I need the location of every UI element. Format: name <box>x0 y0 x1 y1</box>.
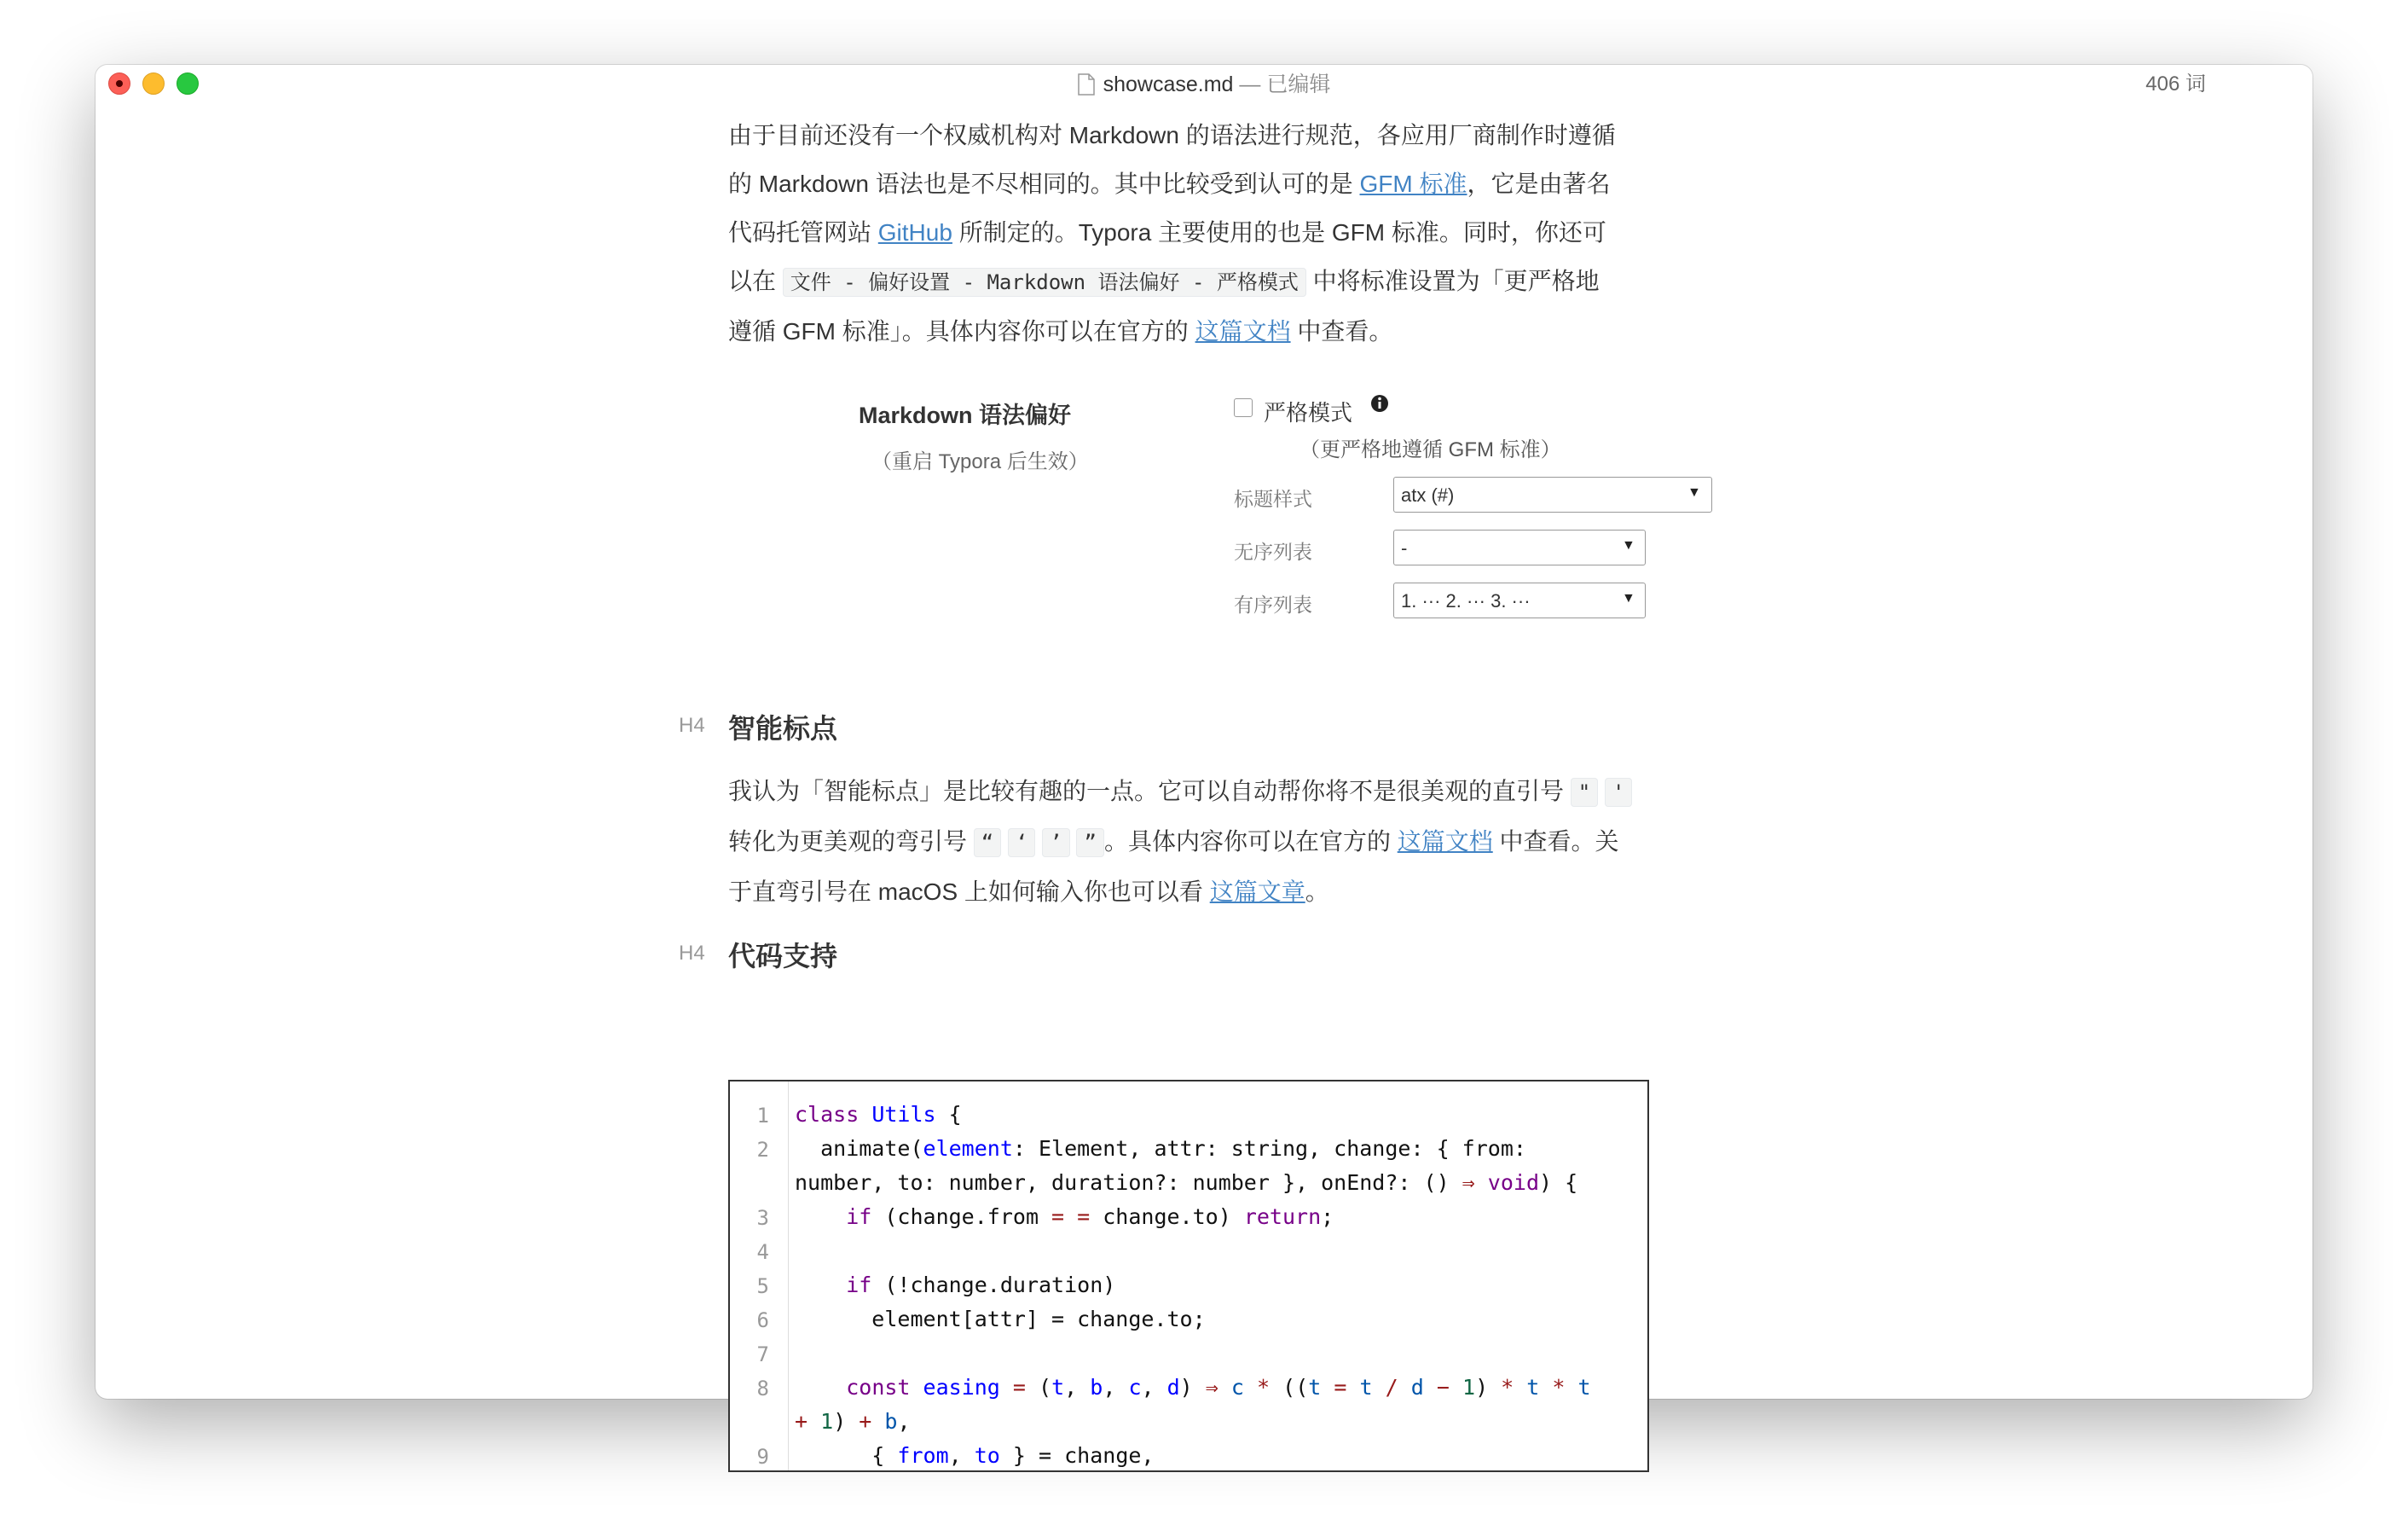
ordered-list-select[interactable] <box>1393 583 1646 618</box>
code-line: + 1) + b, <box>795 1409 911 1434</box>
code-line: number, to: number, duration?: number }, onEnd?: () ⇒ void) { <box>795 1170 1578 1195</box>
line-number-gutter <box>730 1081 789 1470</box>
inline-code: " <box>1571 778 1598 807</box>
prefs-title: Markdown 语法偏好 <box>859 403 1072 428</box>
editor-content[interactable] <box>679 104 1751 1469</box>
code-block[interactable] <box>728 1080 1649 1472</box>
text: 。 <box>1305 878 1329 905</box>
prefs-subtitle: （重启 Typora 后生效） <box>871 450 1089 473</box>
text: 遵循 GFM 标准」。具体内容你可以在官方的 <box>728 318 1195 345</box>
chevron-down-icon: ▼ <box>1687 485 1701 500</box>
code-line: if (change.from = = change.to) return; <box>846 1204 1334 1229</box>
text: 中查看。关 <box>1492 828 1619 855</box>
text: ，它是由著名 <box>1467 171 1611 197</box>
strict-mode-checkbox[interactable] <box>1234 398 1253 417</box>
ordered-list-label: 有序列表 <box>1234 594 1312 616</box>
code-line: if (!change.duration) <box>846 1273 1116 1297</box>
inline-code: ’ <box>1042 828 1069 857</box>
heading-style-label: 标题样式 <box>1234 488 1312 510</box>
inline-code: ' <box>1605 778 1632 807</box>
text: 中查看。 <box>1290 318 1393 345</box>
text: 于直弯引号在 macOS 上如何输入你也可以看 <box>728 878 1210 905</box>
strict-mode-hint: （更严格地遵循 GFM 标准） <box>1300 438 1561 461</box>
line-number: 9 <box>756 1445 769 1469</box>
code-line: animate(element: Element, attr: string, change: { from: <box>795 1136 1526 1161</box>
heading-style-select[interactable] <box>1393 477 1712 513</box>
inline-code: “ <box>974 828 1001 857</box>
line-number: 3 <box>756 1206 769 1230</box>
unordered-list-select[interactable] <box>1393 530 1646 565</box>
app-window <box>96 65 2312 1469</box>
line-number: 4 <box>756 1240 769 1264</box>
line-number: 2 <box>756 1138 769 1162</box>
doc-link[interactable]: 这篇文档 <box>1397 828 1493 855</box>
text: 中将标准设置为「更严格地 <box>1305 268 1600 294</box>
text: 由于目前还没有一个权威机构对 Markdown 的语法进行规范，各应用厂商制作时遵循 <box>728 122 1616 148</box>
file-name: showcase.md <box>1103 72 1234 96</box>
line-number: 5 <box>756 1274 769 1298</box>
info-icon[interactable] <box>1369 393 1390 414</box>
text: 。具体内容你可以在官方的 <box>1103 828 1398 855</box>
word-count[interactable]: 406 词 <box>2145 72 2206 96</box>
document-icon <box>1078 73 1095 96</box>
heading-text: 智能标点 <box>728 713 838 744</box>
heading-level-tag: H4 <box>679 714 705 737</box>
heading-code-support[interactable] <box>679 935 1751 974</box>
heading-level-tag: H4 <box>679 942 705 965</box>
line-number: 1 <box>756 1104 769 1128</box>
article-link[interactable]: 这篇文章 <box>1209 878 1305 905</box>
inline-code: ‘ <box>1008 828 1035 857</box>
unordered-list-label: 无序列表 <box>1234 541 1312 563</box>
text: 以在 <box>728 268 783 294</box>
line-number: 6 <box>756 1308 769 1332</box>
edited-indicator: — 已编辑 <box>1233 72 1331 96</box>
text: 所制定的。Typora 主要使用的也是 GFM 标准。同时，你还可 <box>952 219 1606 246</box>
heading-smart-punctuation[interactable] <box>679 707 1751 746</box>
text: 我认为「智能标点」是比较有趣的一点。它可以自动帮你将不是很美观的直引号 <box>728 778 1571 804</box>
strict-mode-label: 严格模式 <box>1264 400 1353 426</box>
text: 转化为更美观的弯引号 <box>728 828 974 855</box>
code-line: const easing = (t, b, c, d) ⇒ c * ((t = t / d − 1) * t * t <box>846 1375 1591 1400</box>
line-number: 7 <box>756 1342 769 1366</box>
inline-code: ” <box>1076 828 1103 857</box>
heading-text: 代码支持 <box>728 941 838 971</box>
preferences-screenshot <box>728 368 1751 709</box>
intro-paragraph[interactable] <box>728 111 1751 356</box>
title-bar <box>96 65 2312 104</box>
text: 的 Markdown 语法也是不尽相同的。其中比较受到认可的是 <box>728 171 1360 197</box>
code-line: { from, to } = change, <box>795 1443 1155 1468</box>
chevron-down-icon: ▼ <box>1622 591 1635 606</box>
code-line: element[attr] = change.to; <box>795 1307 1206 1331</box>
github-link[interactable]: GitHub <box>877 219 952 246</box>
window-title <box>96 65 2312 104</box>
chevron-down-icon: ▼ <box>1622 538 1635 553</box>
text: 代码托管网站 <box>728 219 878 246</box>
inline-code: 文件 - 偏好设置 - Markdown 语法偏好 - 严格模式 <box>783 268 1306 297</box>
doc-link[interactable]: 这篇文档 <box>1195 318 1291 345</box>
smart-punctuation-paragraph[interactable] <box>728 767 1751 916</box>
line-number: 8 <box>756 1377 769 1400</box>
code-line: class Utils { <box>795 1102 962 1127</box>
gfm-link[interactable]: GFM 标准 <box>1359 171 1467 197</box>
